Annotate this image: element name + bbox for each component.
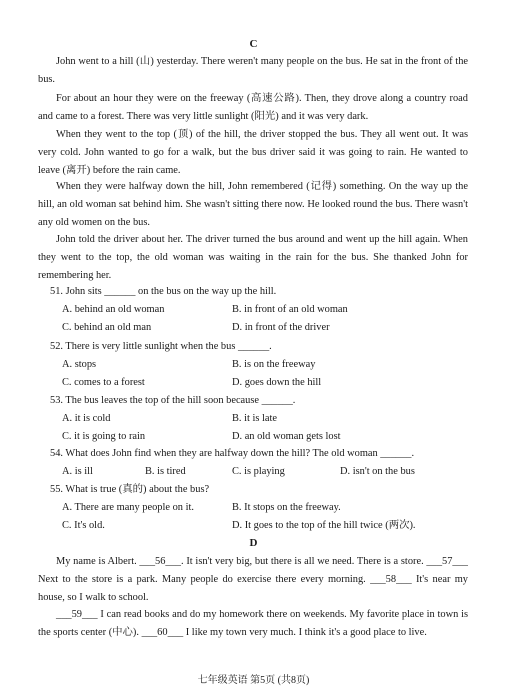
question-52-option-c: C. comes to a forest [62,377,145,388]
passage-c-paragraph-1: John went to a hill (山) yesterday. There weren't many people on the bus. He sat in the front of the bus. [38,56,468,86]
passage-c-paragraph-4: When they were halfway down the hill, John remembered (记得) something. On the way up the hill, an old woman sat behind him. She wasn't sitting there now. He looked round the bus. There wasn't any old women on the bus. [38,181,468,229]
question-55-option-b: B. It stops on the freeway. [232,502,341,513]
question-52: 52. There is very little sunlight when the bus ______. [50,341,272,352]
question-55-option-d: D. It goes to the top of the hill twice (两次). [232,520,416,531]
question-51-option-c: C. behind an old man [62,322,152,333]
page-footer: 七年级英语 第5页 (共8页) [197,675,310,686]
question-52-option-d: D. goes down the hill [232,377,322,388]
question-54-option-d: D. isn't on the bus [340,466,415,477]
section-d-heading: D [249,537,258,549]
question-51-option-d: D. in front of the driver [232,322,330,333]
question-51: 51. John sits ______ on the bus on the way up the hill. [50,286,277,297]
question-52-option-a: A. stops [62,359,97,370]
question-51-option-b: B. in front of an old woman [232,304,348,315]
question-52-option-b: B. is on the freeway [232,359,316,370]
question-53-option-b: B. it is late [232,413,278,424]
section-c-heading: C [249,38,258,50]
question-53-option-a: A. it is cold [62,413,111,424]
question-54-option-a: A. is ill [62,466,93,477]
passage-d-paragraph-1: My name is Albert. ___56___. It isn't very big, but there is all we need. There is a store. ___57___ Next to the store is a park. Many people do exercise there every morning. ___58___ It's near my house, so I walk to school. [38,556,468,604]
passage-c-paragraph-5: John told the driver about her. The driver turned the bus around and went up the hill again. When they went to the top, the old woman was waiting in the rain for the bus. She thanked John for remembering her. [38,234,468,282]
question-53: 53. The bus leaves the top of the hill soon because ______. [50,395,296,406]
question-55-option-a: A. There are many people on it. [62,502,194,513]
question-51-option-a: A. behind an old woman [62,304,165,315]
question-53-option-c: C. it is going to rain [62,431,146,442]
passage-d-paragraph-2: ___59___ I can read books and do my homework there on weekends. My favorite place in town is the sports center (中心). ___60___ I like my town very much. I think it's a good place to live. [38,609,468,639]
question-53-option-d: D. an old woman gets lost [232,431,341,442]
question-55: 55. What is true (真的) about the bus? [50,484,210,495]
question-54-option-c: C. is playing [232,466,285,477]
question-54: 54. What does John find when they are halfway down the hill? The old woman ______. [50,448,415,459]
question-55-option-c: C. It's old. [62,520,105,531]
passage-c-paragraph-2: For about an hour they were on the freeway (高速公路). Then, they drove along a country road and came to a forest. There was very little sunlight (阳光) and it was very dark. [38,93,468,123]
question-54-option-b: B. is tired [145,466,186,477]
passage-c-paragraph-3: When they went to the top (顶) of the hill, the driver stopped the bus. They all went out. It was very cold. John wanted to go for a walk, but the bus driver said it was going to rain. He wanted to leave (离开) before the rain came. [38,129,468,177]
